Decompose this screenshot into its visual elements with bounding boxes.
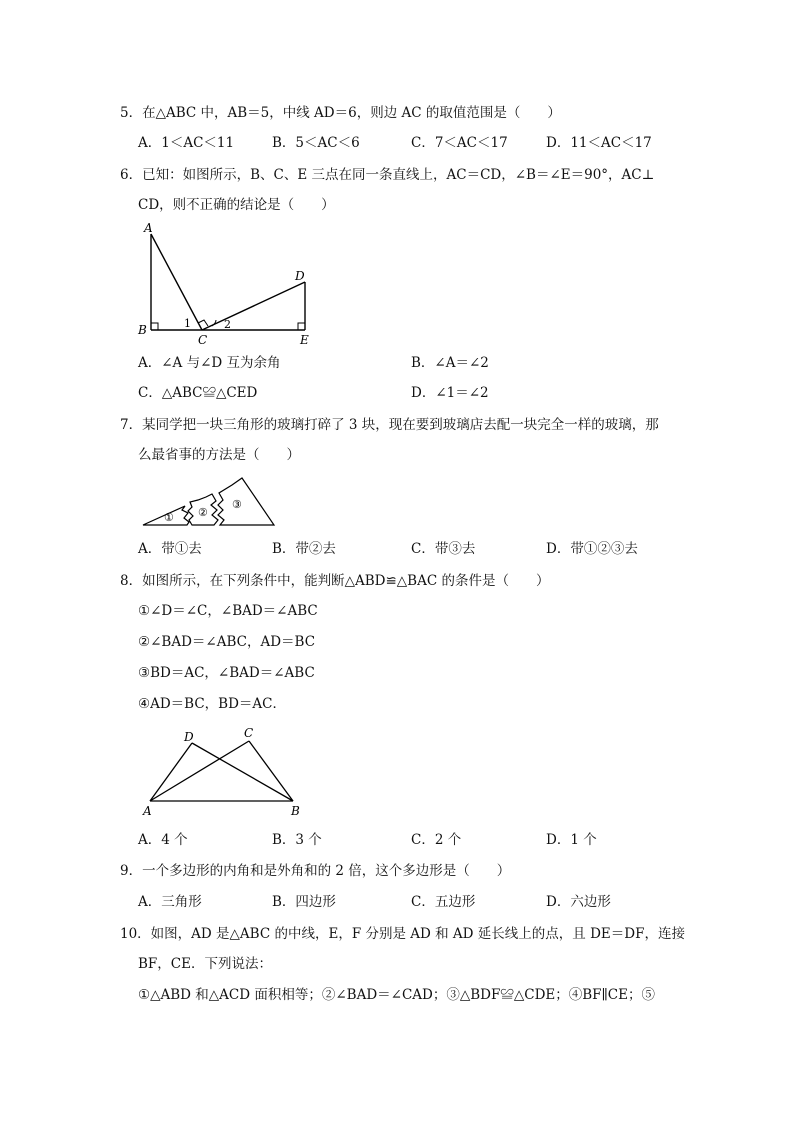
q8-option-d: D．1 个 xyxy=(546,832,597,848)
right-angle-b xyxy=(151,323,158,330)
q10-stem-line2: BF，CE．下列说法： xyxy=(138,956,272,972)
label-angle-2: 2 xyxy=(224,318,231,331)
q9-option-b: B．四边形 xyxy=(272,894,336,910)
segment-ac xyxy=(151,234,202,330)
q9-option-d: D．六边形 xyxy=(546,894,611,910)
label-piece-1: ① xyxy=(164,511,174,524)
label-d: D xyxy=(184,730,194,744)
q8-option-a: A．4 个 xyxy=(138,832,188,848)
segment-db xyxy=(192,743,293,801)
q9-option-a: A．三角形 xyxy=(138,894,202,910)
q6-option-d: D．∠1＝∠2 xyxy=(411,385,489,401)
q7-option-c: C．带③去 xyxy=(411,541,476,557)
label-b: B xyxy=(291,804,300,818)
q6-stem-line1: 6．已知：如图所示，B、C、E 三点在同一条直线上，AC＝CD，∠B＝∠E＝90°，AC⊥ xyxy=(120,167,655,183)
q9-stem: 9．一个多边形的内角和是外角和的 2 倍，这个多边形是（ ） xyxy=(120,863,511,879)
q7-figure xyxy=(140,474,276,528)
label-c: C xyxy=(198,333,208,347)
q5-stem: 5．在△ABC 中，AB＝5，中线 AD＝6，则边 AC 的取值范围是（ ） xyxy=(120,105,561,121)
q10-stem-line1: 10．如图，AD 是△ABC 的中线，E，F 分别是 AD 和 AD 延长线上的点，且 DE＝DF，连接 xyxy=(120,926,685,942)
label-e: E xyxy=(300,333,309,347)
label-b: B xyxy=(138,323,147,337)
segment-ad xyxy=(150,743,192,801)
q6-option-a: A．∠A 与∠D 互为余角 xyxy=(138,355,281,371)
label-c: C xyxy=(244,726,254,740)
q7-option-d: D．带①②③去 xyxy=(546,541,638,557)
q7-option-a: A．带①去 xyxy=(138,541,202,557)
piece-3 xyxy=(218,478,274,525)
q6-option-b: B．∠A＝∠2 xyxy=(411,355,489,371)
segment-cb xyxy=(249,741,293,801)
label-a: A xyxy=(144,221,153,235)
q5-option-a: A．1＜AC＜11 xyxy=(138,135,235,151)
q5-option-d: D．11＜AC＜17 xyxy=(546,135,652,151)
q7-option-b: B．带②去 xyxy=(272,541,336,557)
q8-condition-2: ②∠BAD＝∠ABC，AD＝BC xyxy=(138,634,316,650)
q6-figure xyxy=(138,220,328,350)
label-d: D xyxy=(295,269,305,283)
label-angle-1: 1 xyxy=(184,317,191,330)
segment-cd xyxy=(202,282,305,330)
label-piece-2: ② xyxy=(198,506,208,519)
q7-stem-line1: 7．某同学把一块三角形的玻璃打碎了 3 块，现在要到玻璃店去配一块完全一样的玻璃，那 xyxy=(120,417,659,433)
q6-option-c: C．△ABC≌△CED xyxy=(138,385,258,401)
q8-condition-4: ④AD＝BC，BD＝AC． xyxy=(138,696,286,712)
q7-stem-line2: 么最省事的方法是（ ） xyxy=(138,447,300,463)
q8-option-c: C．2 个 xyxy=(411,832,462,848)
q5-option-b: B．5＜AC＜6 xyxy=(272,135,360,151)
q8-figure xyxy=(140,724,310,818)
label-a: A xyxy=(143,804,152,818)
q5-option-c: C．7＜AC＜17 xyxy=(411,135,508,151)
right-angle-e xyxy=(298,323,305,330)
label-piece-3: ③ xyxy=(232,498,242,511)
q8-option-b: B．3 个 xyxy=(272,832,322,848)
q8-condition-3: ③BD＝AC，∠BAD＝∠ABC xyxy=(138,665,315,681)
q9-option-c: C．五边形 xyxy=(411,894,476,910)
q6-stem-line2: CD，则不正确的结论是（ ） xyxy=(138,197,335,213)
q8-stem: 8．如图所示，在下列条件中，能判断△ABD≌△BAC 的条件是（ ） xyxy=(120,573,550,589)
segment-ac xyxy=(150,741,249,801)
q10-stem-line3: ①△ABD 和△ACD 面积相等；②∠BAD＝∠CAD；③△BDF≌△CDE；④BF∥CE；⑤ xyxy=(138,987,655,1003)
q8-condition-1: ①∠D＝∠C，∠BAD＝∠ABC xyxy=(138,603,318,619)
